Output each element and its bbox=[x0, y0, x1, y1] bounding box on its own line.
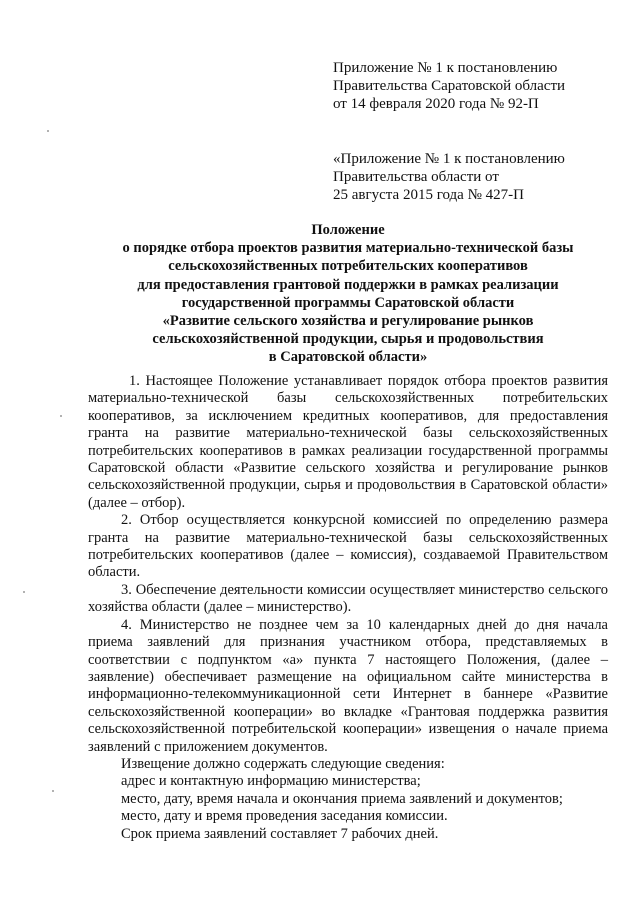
document-body bbox=[88, 373, 608, 843]
attachment-line: 25 августа 2015 года № 427-П bbox=[333, 187, 524, 203]
title-line: сельскохозяйственных потребительских кооперативов bbox=[168, 258, 528, 275]
scan-speck bbox=[47, 130, 49, 132]
title-line: «Развитие сельского хозяйства и регулирование рынков bbox=[162, 313, 534, 330]
attachment-header-current bbox=[333, 59, 565, 113]
document-title bbox=[88, 221, 608, 367]
title-line: в Саратовской области» bbox=[268, 349, 428, 366]
attachment-header-original bbox=[333, 150, 565, 204]
title-line: о порядке отбора проектов развития материально-технической базы bbox=[122, 240, 574, 257]
attachment-line: от 14 февраля 2020 года № 92-П bbox=[333, 96, 539, 112]
scan-speck bbox=[52, 790, 54, 792]
title-line: сельскохозяйственной продукции, сырья и продовольствия bbox=[152, 331, 544, 348]
attachment-line: Приложение № 1 к постановлению bbox=[333, 60, 558, 76]
scan-speck bbox=[23, 591, 25, 593]
attachment-line: Правительства Саратовской области bbox=[333, 78, 566, 94]
paragraph-notice-item: место, дату, время начала и окончания приема заявлений и документов; bbox=[121, 790, 563, 807]
scan-speck bbox=[60, 415, 62, 417]
title-line: Положение bbox=[311, 222, 385, 238]
paragraph-3: 3. Обеспечение деятельности комиссии осуществляет министерство сельского хозяйства области (далее – министерство). bbox=[88, 581, 608, 616]
paragraph-4: 4. Министерство не позднее чем за 10 календарных дней до дня начала приема заявлений для признания участником отбора, представляемых в соответствии с подпунктом «а» пункта 7 настоящего Положения, (далее – заявление) обеспечивает размещение на официальном сайте министерства в информационно-телекоммуникационной сети Интернет в баннере «Развитие сельскохозяйственной кооперации» во вкладке «Грантовая поддержка развития сельскохозяйственной потребительской кооперации» извещения о начале приема заявлений с приложением документов. bbox=[88, 616, 608, 755]
paragraph-notice-item: место, дату и время проведения заседания комиссии. bbox=[121, 808, 448, 825]
paragraph-notice-item: адрес и контактную информацию министерства; bbox=[121, 773, 421, 790]
title-line: государственной программы Саратовской области bbox=[181, 294, 515, 311]
paragraph-2: 2. Отбор осуществляется конкурсной комиссией по определению размера гранта на развитие материально-технической базы сельскохозяйственных потребительских кооперативов (далее – комиссия), создаваемой Правительством области. bbox=[88, 512, 608, 581]
title-line: для предоставления грантовой поддержки в рамках реализации bbox=[137, 276, 559, 293]
paragraph-1: 1. Настоящее Положение устанавливает порядок отбора проектов развития материально-технической базы сельскохозяйственных потребительских кооперативов, за исключением кредитных кооперативов, для предоставления гранта на развитие материально-технической базы сельскохозяйственных потребительских кооперативов в рамках реализации государственной программы Саратовской области «Развитие сельского хозяйства и регулирование рынков сельскохозяйственной продукции, сырья и продовольствия в Саратовской области» (далее – отбор). bbox=[88, 373, 608, 511]
attachment-line: Правительства области от bbox=[333, 169, 499, 185]
paragraph-deadline: Срок приема заявлений составляет 7 рабочих дней. bbox=[121, 825, 439, 842]
attachment-line: «Приложение № 1 к постановлению bbox=[333, 151, 565, 167]
paragraph-notice-intro: Извещение должно содержать следующие сведения: bbox=[121, 755, 445, 772]
